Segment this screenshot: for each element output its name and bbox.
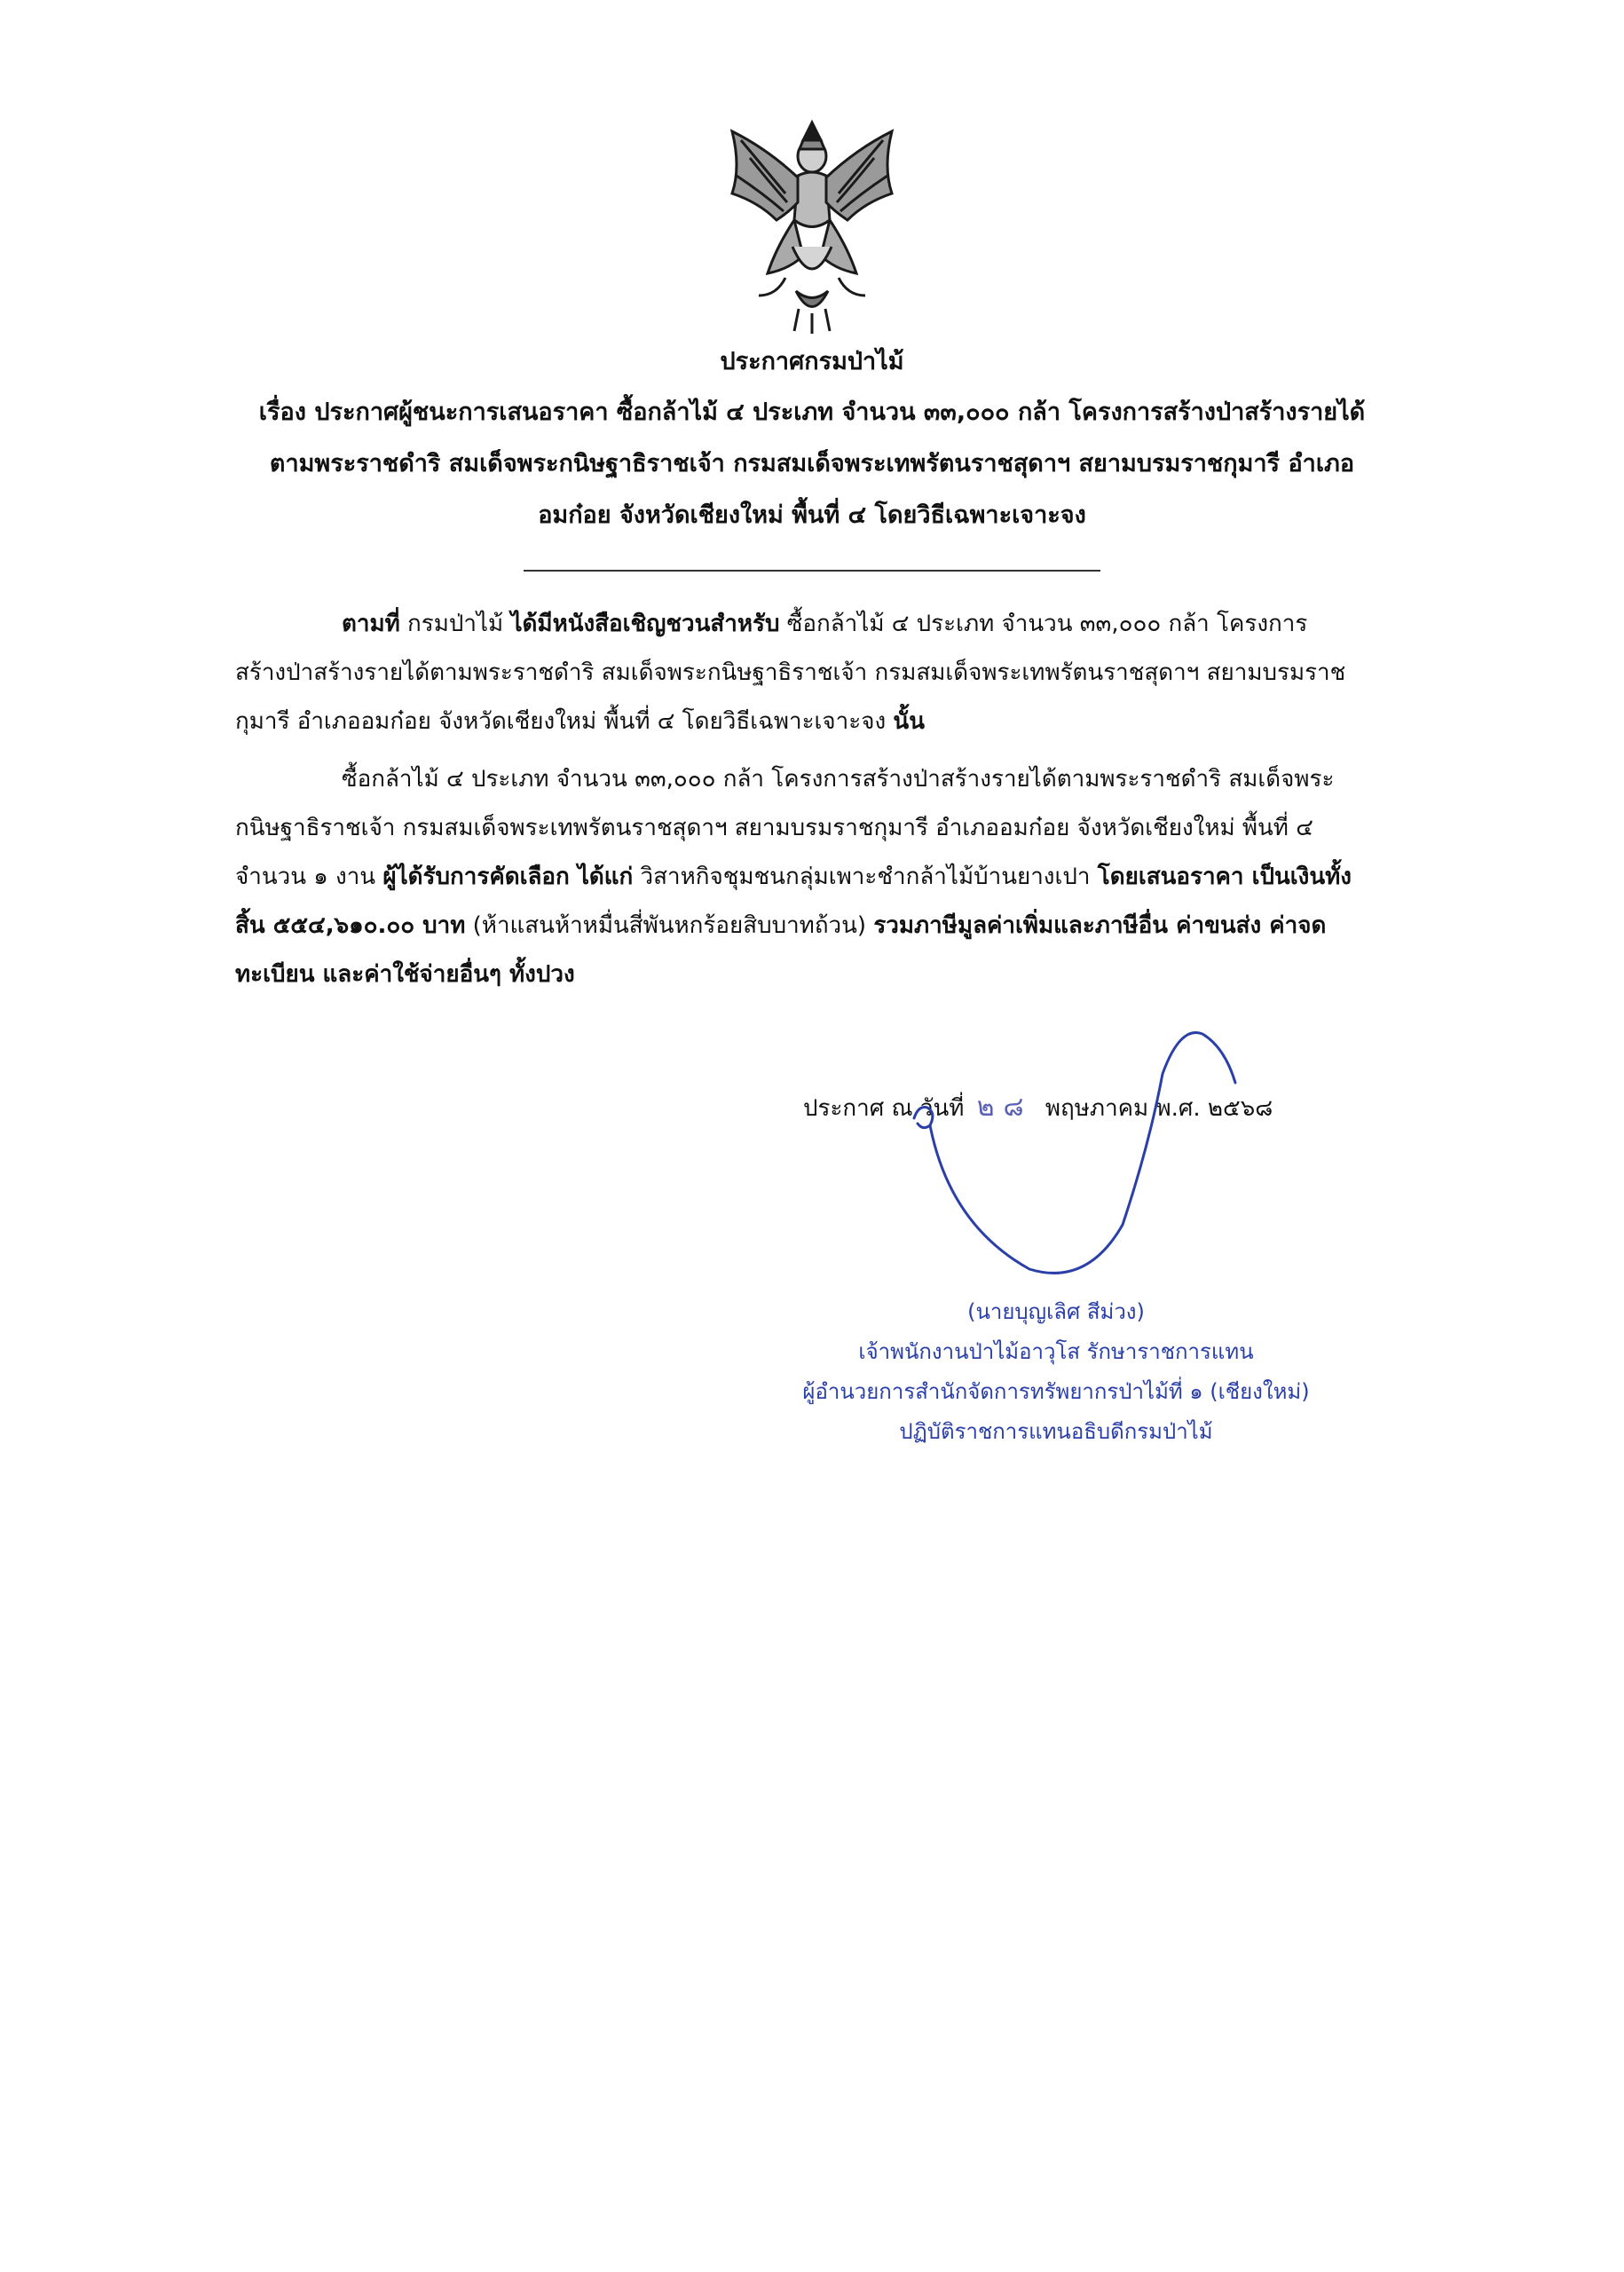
garuda-emblem-icon (714, 114, 910, 335)
subject-line-3: อมก๋อย จังหวัดเชียงใหม่ พื้นที่ ๔ โดยวิธีเฉพาะเจาะจง (538, 501, 1086, 529)
title-divider (524, 570, 1100, 572)
p2-line3-bold-a: ผู้ได้รับการคัดเลือก ได้แก่ (382, 864, 634, 890)
p1-bold-a: ได้มีหนังสือเชิญชวนสำหรับ (510, 611, 780, 637)
date-month-year: พฤษภาคม พ.ศ. ๒๕๖๘ (1045, 1095, 1273, 1122)
paragraph-2-line-1: ซื้อกล้าไม้ ๔ ประเภท จำนวน ๓๓,๐๐๐ กล้า โครงการสร้างป่าสร้างรายได้ตามพระราชดำริ สมเด็จพระ (342, 766, 1335, 793)
signer-position-2: ผู้อำนวยการสำนักจัดการทรัพยากรป่าไม้ที่ ๑ (เชียงใหม่) (802, 1379, 1310, 1404)
p2-line4-text-b: (ห้าแสนห้าหมื่นสี่พันหกร้อยสิบบาทถ้วน) (465, 912, 874, 939)
paragraph-1-line-1 (342, 606, 1389, 642)
date-prefix: ประกาศ ณ วันที่ (803, 1095, 965, 1122)
subject-line-1: เรื่อง ประกาศผู้ชนะการเสนอราคา ซื้อกล้าไม้ ๔ ประเภท จำนวน ๓๓,๐๐๐ กล้า โครงการสร้างป่าสร้างรายได้ (258, 398, 1366, 426)
paragraph-2-line-3 (235, 859, 1389, 895)
subject-line-2: ตามพระราชดำริ สมเด็จพระกนิษฐาธิราชเจ้า กรมสมเด็จพระเทพรัตนราชสุดาฯ สยามบรมราชกุมารี อำเภอ (269, 450, 1355, 477)
p1-lead: ตามที่ (342, 611, 400, 637)
handwritten-signature (896, 1021, 1251, 1287)
p1-line3-text: กุมารี อำเภออมก๋อย จังหวัดเชียงใหม่ พื้นที่ ๔ โดยวิธีเฉพาะเจาะจง (235, 708, 894, 735)
signer-position-1: เจ้าพนักงานป่าไม้อาวุโส รักษาราชการแทน (858, 1339, 1254, 1364)
paragraph-1-line-2: สร้างป่าสร้างรายได้ตามพระราชดำริ สมเด็จพระกนิษฐาธิราชเจ้า กรมสมเด็จพระเทพรัตนราชสุดาฯ สยามบรมราช (235, 659, 1346, 686)
paragraph-2-line-2: กนิษฐาธิราชเจ้า กรมสมเด็จพระเทพรัตนราชสุดาฯ สยามบรมราชกุมารี อำเภออมก๋อย จังหวัดเชียงใหม่ พื้นที่ ๔ (235, 815, 1313, 841)
p1-text-a: กรมป่าไม้ (399, 611, 511, 637)
p2-line4-bold-a: สิ้น ๕๕๔,๖๑๐.๐๐ บาท (235, 912, 466, 939)
p2-line3-text-b: วิสาหกิจชุมชนกลุ่มเพาะชำกล้าไม้บ้านยางเปา (633, 864, 1098, 890)
p2-line4-bold-b: รวมภาษีมูลค่าเพิ่มและภาษีอื่น ค่าขนส่ง ค่าจด (873, 912, 1327, 939)
paragraph-2-line-4 (235, 908, 1389, 943)
paragraph-1-line-3 (235, 704, 1389, 739)
paragraph-2-line-5: ทะเบียน และค่าใช้จ่ายอื่นๆ ทั้งปวง (235, 961, 575, 988)
p2-line3-bold-b: โดยเสนอราคา เป็นเงินทั้ง (1097, 864, 1352, 890)
signer-name: (นายบุญเลิศ สีม่วง) (967, 1299, 1145, 1324)
announcement-title: ประกาศกรมป่าไม้ (720, 348, 904, 375)
p1-text-b: ซื้อกล้าไม้ ๔ ประเภท จำนวน ๓๓,๐๐๐ กล้า โครงการ (779, 611, 1308, 637)
signer-position-3: ปฏิบัติราชการแทนอธิบดีกรมป่าไม้ (899, 1419, 1213, 1444)
handwritten-day: ๒๘ (976, 1092, 1033, 1123)
p1-line3-bold: นั้น (893, 708, 925, 735)
p2-line3-text-a: จำนวน ๑ งาน (235, 864, 383, 890)
